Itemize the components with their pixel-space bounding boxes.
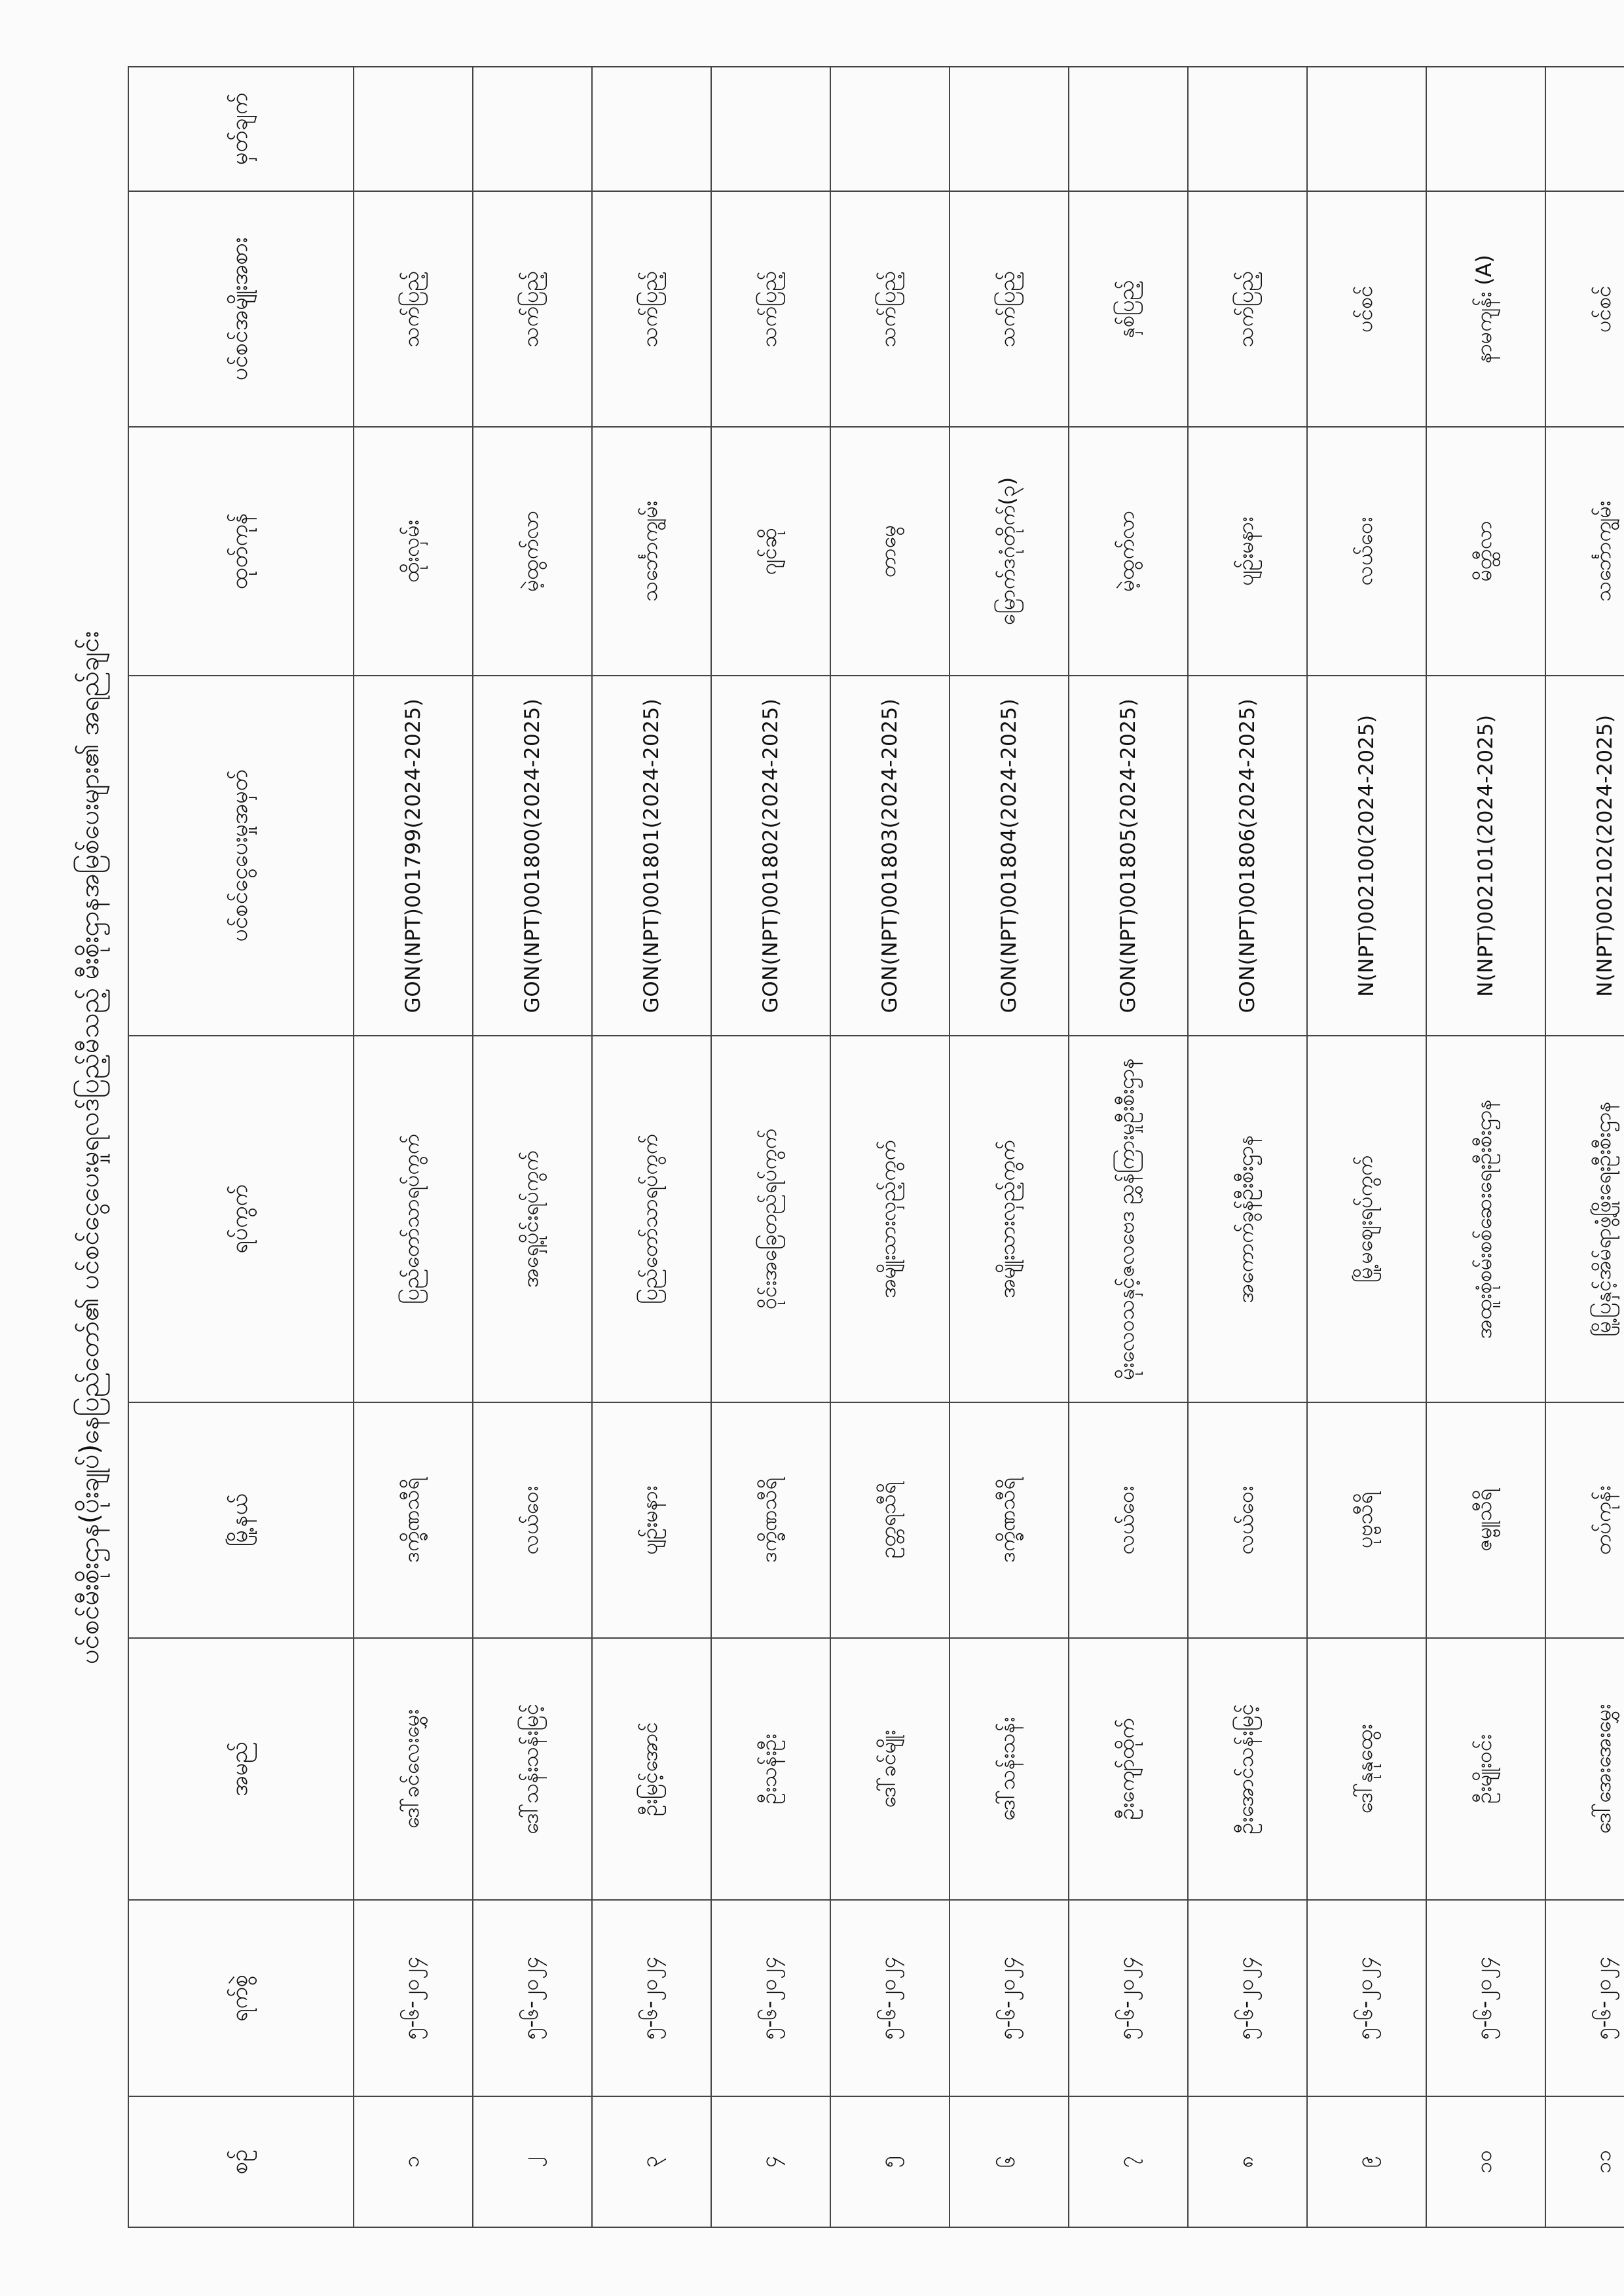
cell-license: N(NPT)002102(2024-2025) [1545, 676, 1624, 1036]
cell-township: ပျဉ်းမနား [592, 1402, 711, 1638]
cell-ward: အရှေ့ပိုင်းရပ်ကွက် [473, 1036, 592, 1402]
cell-ward: အကောက်ခွန်ဦးစီးဌာန [1188, 1036, 1307, 1402]
cell-ward: မြို့ပြနှင့်အိမ်ရာဖွံ့ဖြိုးရေးဦးစီးဌာန [1545, 1036, 1624, 1402]
cell-name: ဒေါ်နုနုထွေး [1307, 1638, 1426, 1900]
header-license: ပင်စင်ငွေပေးမှုအမှတ် [128, 676, 354, 1036]
cell-name: ဦးမျိုးဝင်း [1426, 1638, 1545, 1900]
cell-township: ဥတ္တရသီရိ [830, 1402, 950, 1638]
cell-product: မဲ့ထွက်လာ [1069, 427, 1188, 676]
cell-date: ၅-၆-၂၀၂၄ [1069, 1900, 1188, 2096]
cell-product: သင်္ဘောကျွမ်း [592, 427, 711, 676]
cell-date: ၅-၆-၂၀၂၄ [1307, 1900, 1426, 2096]
cell-type: ပင်စင် [1545, 191, 1624, 427]
cell-type: သက်ပြည့် [711, 191, 830, 427]
cell-type: သက်ပြည့် [473, 191, 592, 427]
cell-license: GON(NPT)001799(2024-2025) [354, 676, 473, 1036]
cell-remark [592, 67, 711, 191]
cell-license: GON(NPT)001802(2024-2025) [711, 676, 830, 1036]
table-row [1545, 67, 1624, 2227]
cell-type: နာမကျန်း (A) [1426, 191, 1545, 427]
cell-name: ဒေါ်ခင်မျိုး [830, 1638, 950, 1900]
cell-no: ၈ [1188, 2096, 1307, 2227]
header-date: ရက်စွဲ [128, 1900, 354, 2096]
cell-type: သက်ပြည့် [1188, 191, 1307, 427]
cell-township: ဒက္ခိဏသီရိ [354, 1402, 473, 1638]
cell-license: GON(NPT)001805(2024-2025) [1069, 676, 1188, 1036]
cell-township: ဇမ္ဗူသီရိ [1426, 1402, 1545, 1638]
cell-remark [1188, 67, 1307, 191]
cell-date: ၅-၆-၂၀၂၄ [1426, 1900, 1545, 2096]
cell-ward: အထူးစုံစမ်းစစ်ဆေးရေးဦးစီးဌာန [1426, 1036, 1545, 1402]
cell-no: ၆ [950, 2096, 1069, 2227]
table-row [1188, 67, 1307, 2227]
cell-date: ၅-၆-၂၀၂၄ [830, 1900, 950, 2096]
cell-township: လယ်ဝေး [1069, 1402, 1188, 1638]
cell-name: ဦးမြင့်အောင် [592, 1638, 711, 1900]
table-row [1069, 67, 1188, 2227]
cell-ward: ပြည်တော်သာရပ်ကွက် [354, 1036, 473, 1402]
cell-name: ဒေါ်သန်းသန်းမြင့် [473, 1638, 592, 1900]
cell-date: ၅-၆-၂၀၂၄ [711, 1900, 830, 2096]
table-row [711, 67, 830, 2227]
table-row [592, 67, 711, 2227]
cell-remark [1069, 67, 1188, 191]
cell-date: ၅-၆-၂၀၂၄ [354, 1900, 473, 2096]
cell-remark [473, 67, 592, 191]
cell-date: ၅-၆-၂၀၂၄ [592, 1900, 711, 2096]
cell-ward: မြို့မဈေးရပ်ကွက် [1307, 1036, 1426, 1402]
cell-product: ထိုးလှမ်း [354, 427, 473, 676]
cell-no: ၉ [1307, 2096, 1426, 2227]
cell-remark [711, 67, 830, 191]
cell-no: ၁၁ [1545, 2096, 1624, 2227]
cell-product: မိတ္ထီလာ [1426, 427, 1545, 676]
header-no: စဉ် [128, 2096, 354, 2227]
cell-product: မြောက်ဒဂုံတိုက်(၃) [950, 427, 1069, 676]
cell-type: သက်ပြည့် [592, 191, 711, 427]
cell-name: ဦးကျော်ထိုက် [1069, 1638, 1188, 1900]
table-row [354, 67, 473, 2227]
cell-ward: အမျိုးသားလှည့်ကွက် [950, 1036, 1069, 1402]
cell-date: ၅-၆-၂၀၂၄ [1188, 1900, 1307, 2096]
cell-no: ၃ [592, 2096, 711, 2227]
cell-ward: မိုးလေ၀သနှင့်ဇလဗေဒ ညွှန်ကြားမှုဦးစီးဌာန [1069, 1036, 1188, 1402]
cell-no: ၇ [1069, 2096, 1188, 2227]
document-title: ပင်စင်မီးစိုးဌာန(ပိုးချုပ်)နေပြည်တော်၏ ပင်စင်ငွေပေးမှုရလဒ်ပြည့်မီသည့် မီးစိုးဌာနအမြစ်ပေးများ၏ အရည်ချင်း [74, 630, 105, 1665]
cell-no: ၄ [711, 2096, 830, 2227]
rotated-table-frame [56, 41, 1617, 2254]
cell-product: သင်္ဘောကျွမ်း [1545, 427, 1624, 676]
cell-name: ဦးသန်းဦး [711, 1638, 830, 1900]
cell-date: ၅-၆-၂၀၂၄ [1545, 1900, 1624, 2096]
table-row [1426, 67, 1545, 2227]
cell-type: သက်ပြည့် [830, 191, 950, 427]
cell-product: မဲ့ထွက်လာ [473, 427, 592, 676]
header-row [128, 67, 354, 2227]
cell-remark [1545, 67, 1624, 191]
cell-license: GON(NPT)001806(2024-2025) [1188, 676, 1307, 1036]
cell-type: သက်ပြည့် [354, 191, 473, 427]
header-remark: မှတ်ချက် [128, 67, 354, 191]
cell-license: GON(NPT)001801(2024-2025) [592, 676, 711, 1036]
header-type: ပင်စင်အမျိုးအစား [128, 191, 354, 427]
pension-table [128, 66, 1624, 2228]
cell-product: တာမွေ [830, 427, 950, 676]
cell-date: ၅-၆-၂၀၂၄ [473, 1900, 592, 2096]
cell-township: တပ်ကုန်း [1545, 1402, 1624, 1638]
cell-township: ပုဗ္ဗသီရိ [1307, 1402, 1426, 1638]
cell-type: သက်ပြည့် [950, 191, 1069, 427]
cell-ward: ဝိုင်းအခြေတည်ရပ်ကွက် [711, 1036, 830, 1402]
cell-no: ၁၀ [1426, 2096, 1545, 2227]
cell-license: N(NPT)002101(2024-2025) [1426, 676, 1545, 1036]
cell-license: GON(NPT)001804(2024-2025) [950, 676, 1069, 1036]
cell-license: N(NPT)002100(2024-2025) [1307, 676, 1426, 1036]
cell-township: လယ်ဝေး [1188, 1402, 1307, 1638]
cell-type: နှစ်ပြည့် [1069, 191, 1188, 427]
table-row [830, 67, 950, 2227]
cell-remark [830, 67, 950, 191]
cell-ward: အမျိုးသားလှည့်ကွက် [830, 1036, 950, 1402]
header-product: ထုတ်ကုန် [128, 427, 354, 676]
header-township: မြို့နယ် [128, 1402, 354, 1638]
cell-product: ဂျင်ဆို [711, 427, 830, 676]
cell-township: ဒက္ခိဏသီရိ [711, 1402, 830, 1638]
cell-township: လယ်ဝေး [473, 1402, 592, 1638]
table-row [473, 67, 592, 2227]
cell-type: ပင်စင် [1307, 191, 1426, 427]
table-row [950, 67, 1069, 2227]
cell-ward: ပြည်တော်သာရပ်ကွက် [592, 1036, 711, 1402]
cell-remark [354, 67, 473, 191]
cell-remark [950, 67, 1069, 191]
cell-license: GON(NPT)001803(2024-2025) [830, 676, 950, 1036]
cell-name: ဒေါ်ခင်လေးမွှေး [354, 1638, 473, 1900]
table-row [1307, 67, 1426, 2227]
cell-remark [1307, 67, 1426, 191]
header-name: အမည် [128, 1638, 354, 1900]
cell-name: ဒေါ်အေးအေးမွှေး [1545, 1638, 1624, 1900]
cell-name: ဦးအောင်သန်းမြင့် [1188, 1638, 1307, 1900]
cell-no: ၁ [354, 2096, 473, 2227]
cell-date: ၅-၆-၂၀၂၄ [950, 1900, 1069, 2096]
cell-name: ဒေါ်သန်းသန်း [950, 1638, 1069, 1900]
cell-no: ၂ [473, 2096, 592, 2227]
cell-township: ဒက္ခိဏသီရိ [950, 1402, 1069, 1638]
cell-product: ပျဉ်းမနား [1188, 427, 1307, 676]
header-ward: ရပ်ကွက် [128, 1036, 354, 1402]
cell-license: GON(NPT)001800(2024-2025) [473, 676, 592, 1036]
cell-product: လယ်ဝေး [1307, 427, 1426, 676]
cell-remark [1426, 67, 1545, 191]
cell-no: ၅ [830, 2096, 950, 2227]
